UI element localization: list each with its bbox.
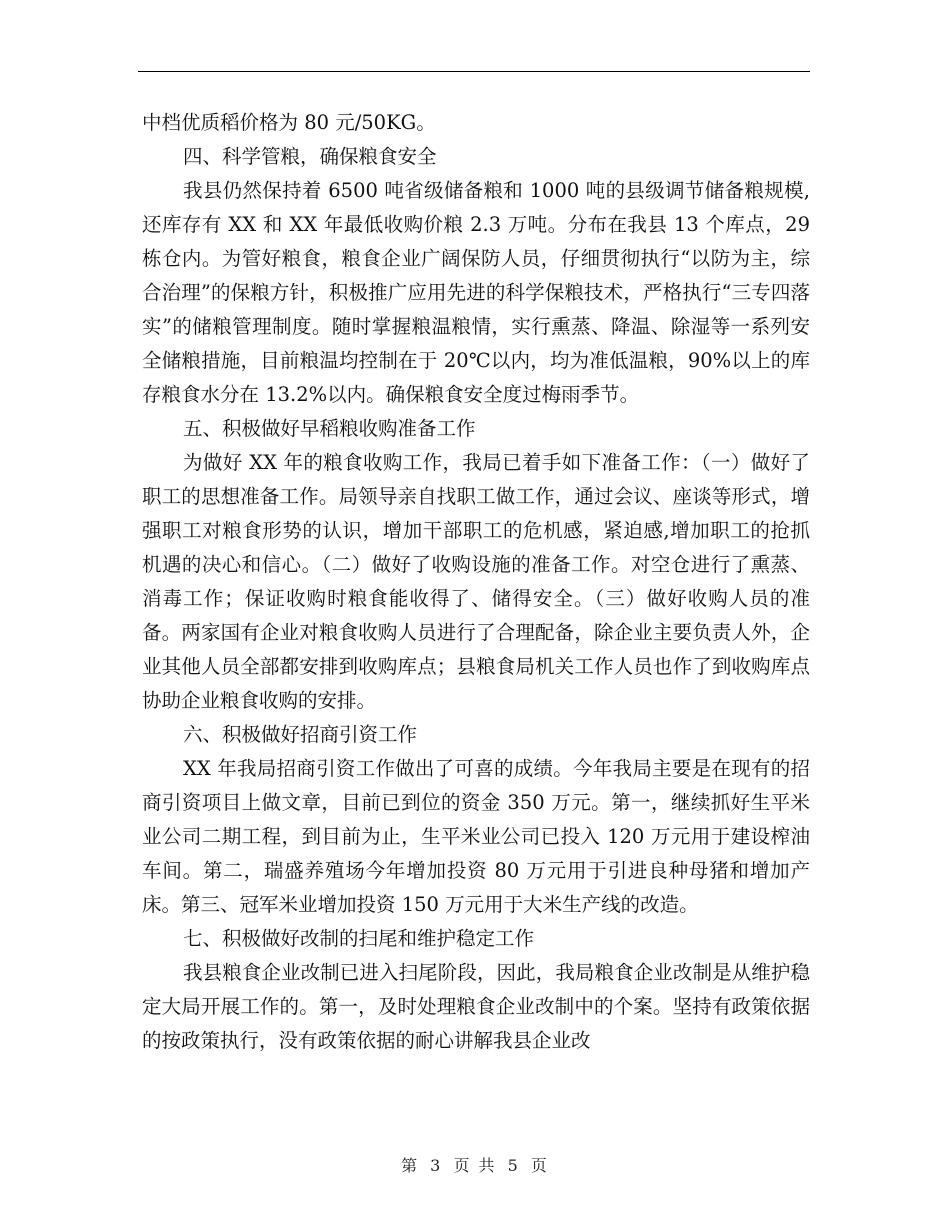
footer-prefix: 第 [401,1156,420,1175]
header-rule [138,71,810,72]
section-heading-4: 四、科学管粮，确保粮食安全 [183,145,437,168]
page-footer [0,1153,950,1176]
paragraph-continuation: 中档优质稻价格为 80 元/50KG。 [142,111,436,134]
footer-mid: 页 共 [453,1156,497,1175]
paragraph-reform: 我县粮食企业改制已进入扫尾阶段，因此，我局粮食企业改制是从维护稳定大局开展工作的。第一，及时处理粮食企业改制中的个案。坚持有政策依据的按政策执行，没有政策依据的耐心讲解我县企业改 [142,961,810,1052]
paragraph-purchase-prep: 为做好 XX 年的粮食收购工作，我局已着手如下准备工作：（一）做好了职工的思想准备工作。局领导亲自找职工做工作，通过会议、座谈等形式，增强职工对粮食形势的认识，增加干部职工的危机感，紧迫感,增加职工的抢抓机遇的决心和信心。（二）做好了收购设施的准备工作。对空仓进行了熏蒸、消毒工作；保证收购时粮食能收得了、储得安全。（三）做好收购人员的准备。两家国有企业对粮食收购人员进行了合理配备，除企业主要负责人外，企业其他人员全部都安排到收购库点；县粮食局机关工作人员也作了到收购库点协助企业粮食收购的安排。 [142,451,810,712]
footer-suffix: 页 [530,1156,549,1175]
section-heading-7: 七、积极做好改制的扫尾和维护稳定工作 [183,927,535,950]
section-heading-6: 六、积极做好招商引资工作 [183,723,418,746]
paragraph-investment: XX 年我局招商引资工作做出了可喜的成绩。今年我局主要是在现有的招商引资项目上做文章，目前已到位的资金 350 万元。第一，继续抓好生平米业公司二期工程，到目前为止，生平米业公司已投入 120 万元用于建设榨油车间。第二，瑞盛养殖场今年增加投资 80 万元用于引进良种母猪和增加产床。第三、冠军米业增加投资 150 万元用于大米生产线的改造。 [142,757,810,916]
document-body [142,106,810,1058]
footer-current-page: 3 [430,1156,443,1175]
section-heading-5: 五、积极做好早稻粮收购准备工作 [183,417,476,440]
footer-total-pages: 5 [507,1156,520,1175]
paragraph-grain-storage: 我县仍然保持着 6500 吨省级储备粮和 1000 吨的县级调节储备粮规模,还库存有 XX 和 XX 年最低收购价粮 2.3 万吨。分布在我县 13 个库点，29 栋仓内。为管好粮食，粮食企业广阔保防人员，仔细贯彻执行“以防为主，综合治理”的保粮方针，积极推广应用先进的科学保粮技术，严格执行“三专四落实”的储粮管理制度。随时掌握粮温粮情，实行熏蒸、降温、除湿等一系列安全储粮措施，目前粮温均控制在于 20℃以内，均为准低温粮，90%以上的库存粮食水分在 13.2%以内。确保粮食安全度过梅雨季节。 [142,179,810,406]
